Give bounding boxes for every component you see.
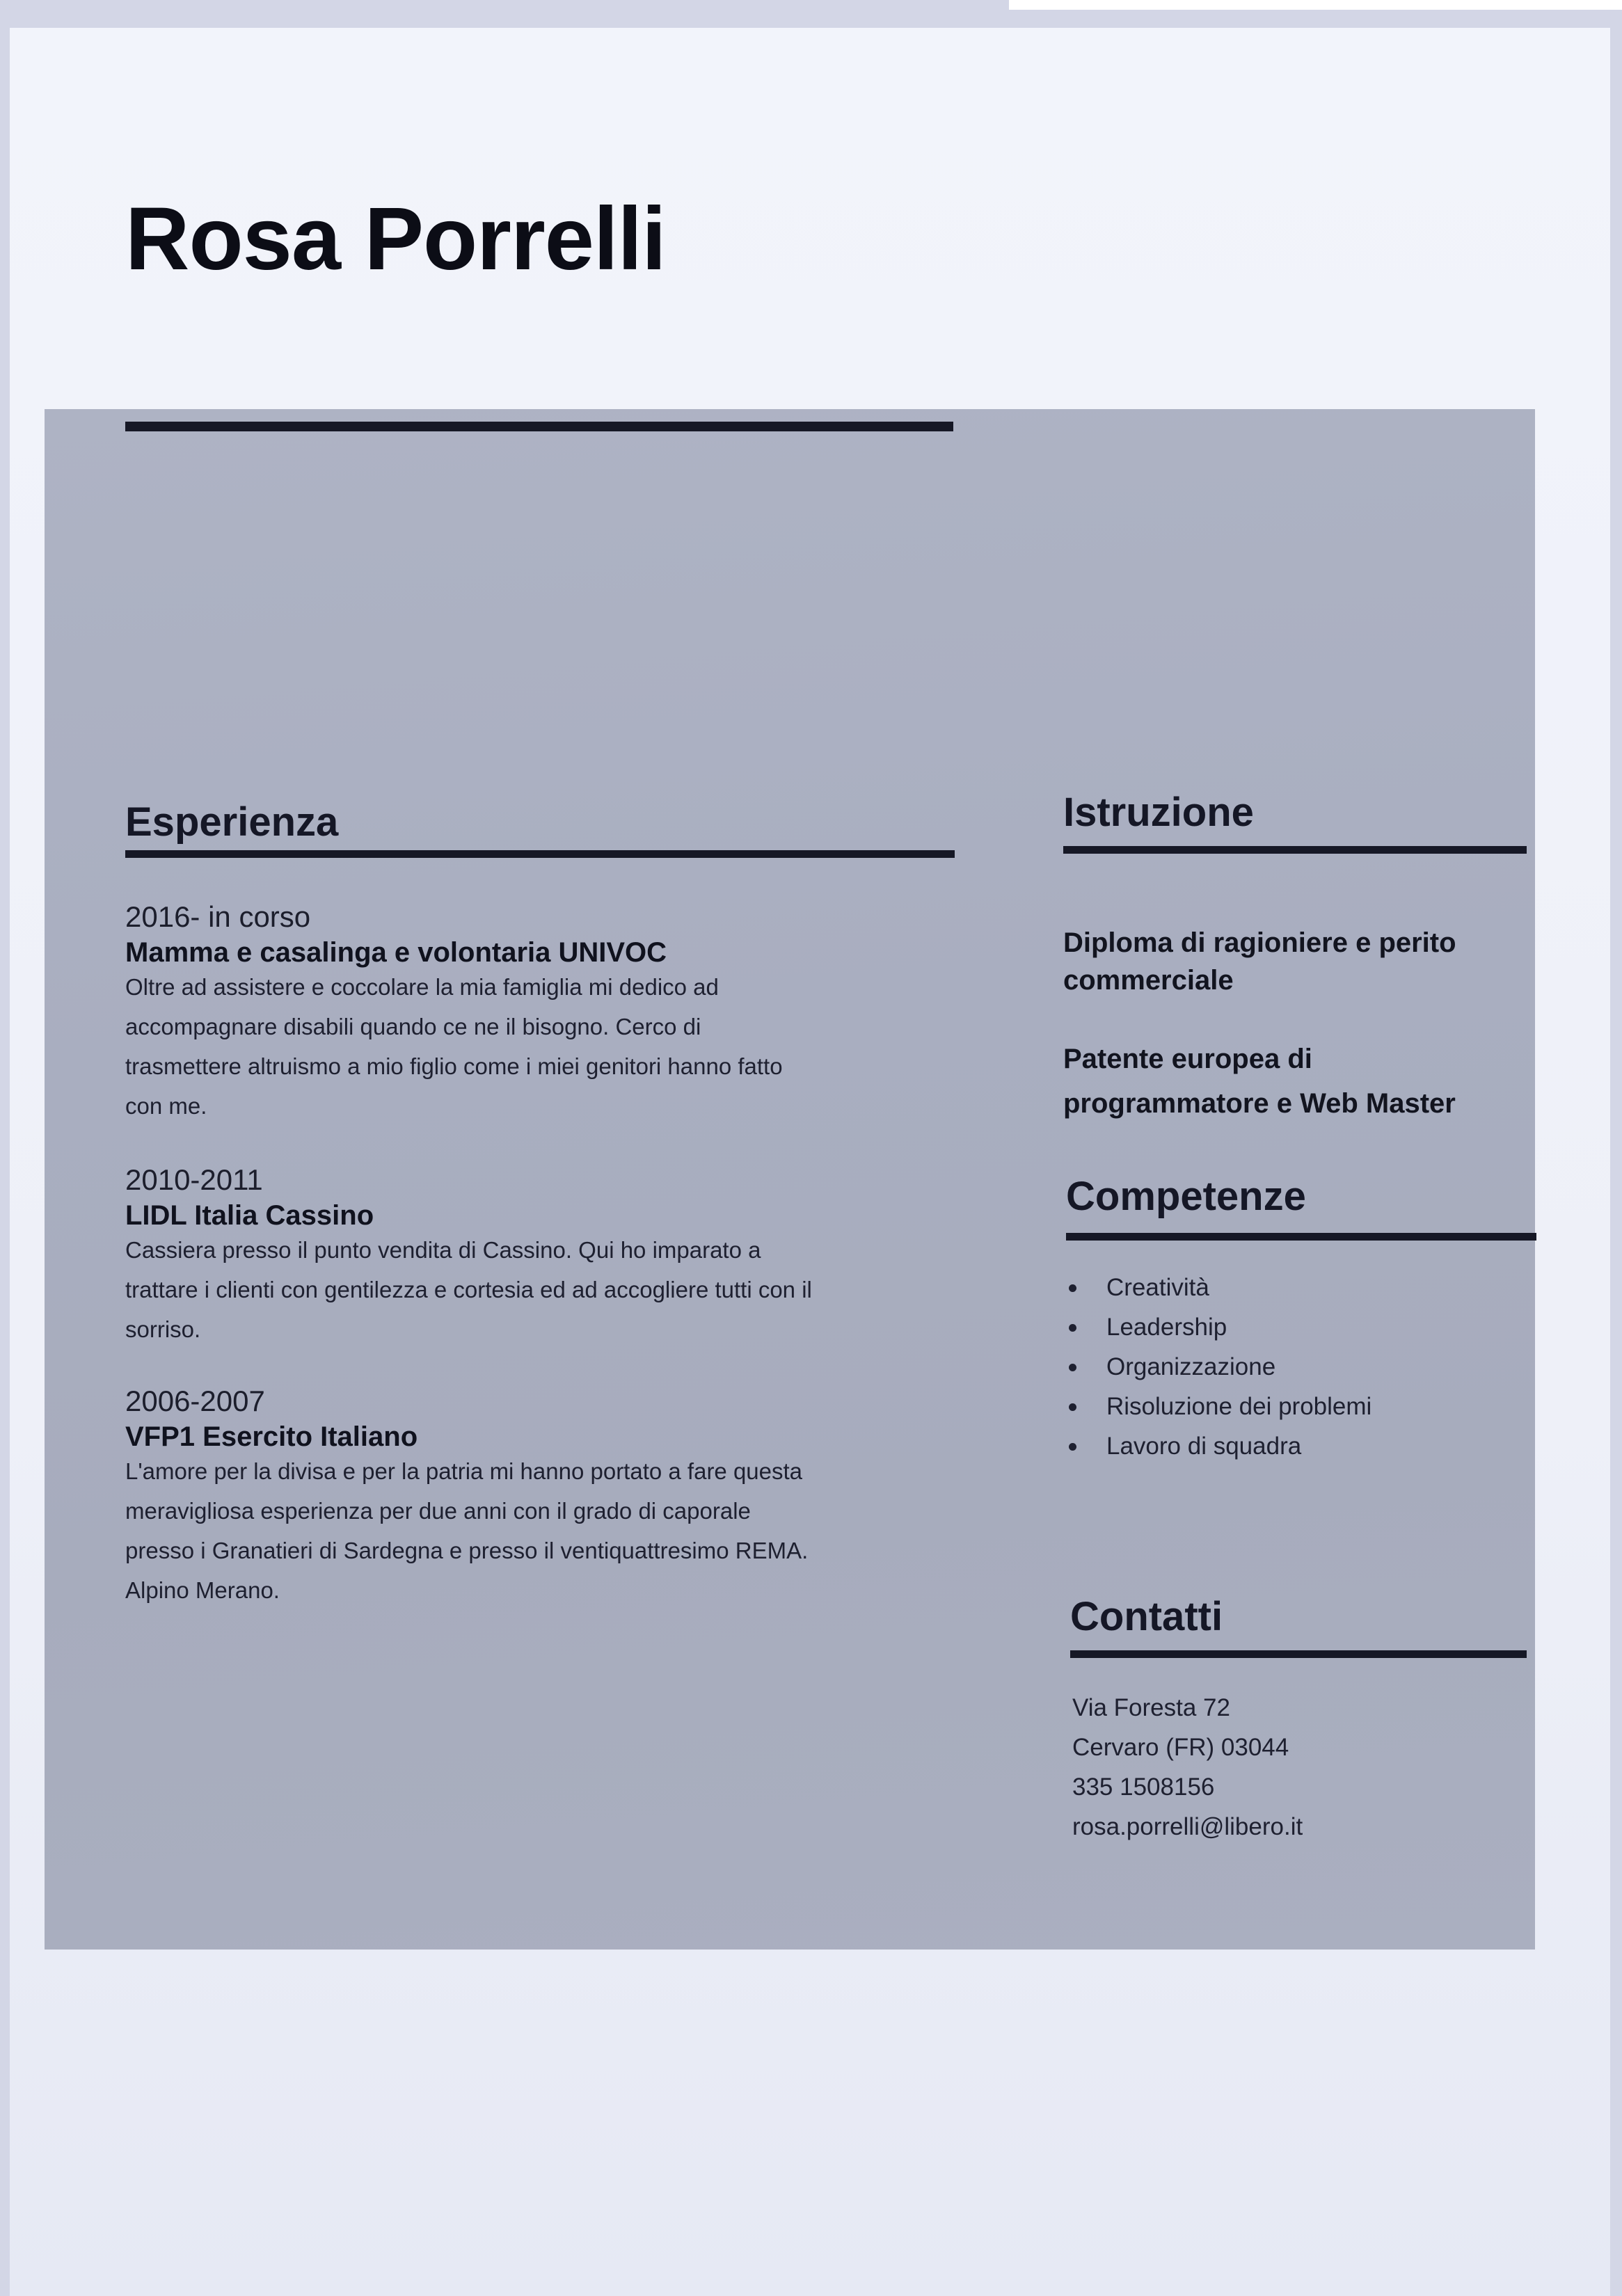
job-description: Oltre ad assistere e coccolare la mia famiglia mi dedico ad accompagnare disabili quando ce ne il bisogno. Cerco di trasmettere altruismo a mio figlio come i miei genitori hanno fatto con me. xyxy=(125,974,783,1119)
experience-divider xyxy=(125,850,955,858)
skills-divider xyxy=(1066,1233,1536,1241)
job-date: 2006-2007 xyxy=(125,1385,265,1417)
skills-list xyxy=(1065,1268,1371,1466)
education-heading: Istruzione xyxy=(1063,790,1254,835)
contacts-divider xyxy=(1070,1650,1527,1658)
contacts-heading: Contatti xyxy=(1070,1594,1223,1639)
job-title: LIDL Italia Cassino xyxy=(125,1200,374,1231)
job-date: 2016- in corso xyxy=(125,900,311,933)
list-item: Leadership xyxy=(1065,1307,1371,1347)
list-item: Lavoro di squadra xyxy=(1065,1426,1371,1466)
education-item: Diploma di ragioniere e perito commerciale xyxy=(1063,927,1456,996)
experience-heading: Esperienza xyxy=(125,799,339,845)
list-item: Organizzazione xyxy=(1065,1347,1371,1387)
header-divider xyxy=(125,422,953,431)
contact-city: Cervaro (FR) 03044 xyxy=(1072,1734,1289,1761)
contact-phone: 335 1508156 xyxy=(1072,1773,1215,1801)
job-description: Cassiera presso il punto vendita di Cassino. Qui ho imparato a trattare i clienti con gentilezza e cortesia ed ad accogliere tutti con il sorriso. xyxy=(125,1237,812,1342)
education-divider xyxy=(1063,846,1527,854)
background-strip xyxy=(1009,0,1622,10)
list-item: Risoluzione dei problemi xyxy=(1065,1387,1371,1426)
candidate-name: Rosa Porrelli xyxy=(125,189,666,289)
contact-email: rosa.porrelli@libero.it xyxy=(1072,1813,1303,1840)
contact-info xyxy=(1072,1688,1303,1847)
job-entry xyxy=(125,899,946,1126)
contact-address: Via Foresta 72 xyxy=(1072,1694,1230,1721)
job-date: 2010-2011 xyxy=(125,1163,263,1196)
job-entry xyxy=(125,1383,946,1610)
job-description: L'amore per la divisa e per la patria mi hanno portato a fare questa meravigliosa esperienza per due anni con il grado di caporale presso i Granatieri di Sardegna e presso il ventiquattresimo REMA. Alpino Merano. xyxy=(125,1458,809,1603)
list-item: Creatività xyxy=(1065,1268,1371,1307)
job-entry xyxy=(125,1162,946,1349)
education-item: Patente europea di programmatore e Web Master xyxy=(1063,1044,1456,1119)
skills-heading: Competenze xyxy=(1066,1174,1306,1219)
job-title: VFP1 Esercito Italiano xyxy=(125,1421,418,1452)
job-title: Mamma e casalinga e volontaria UNIVOC xyxy=(125,937,667,968)
